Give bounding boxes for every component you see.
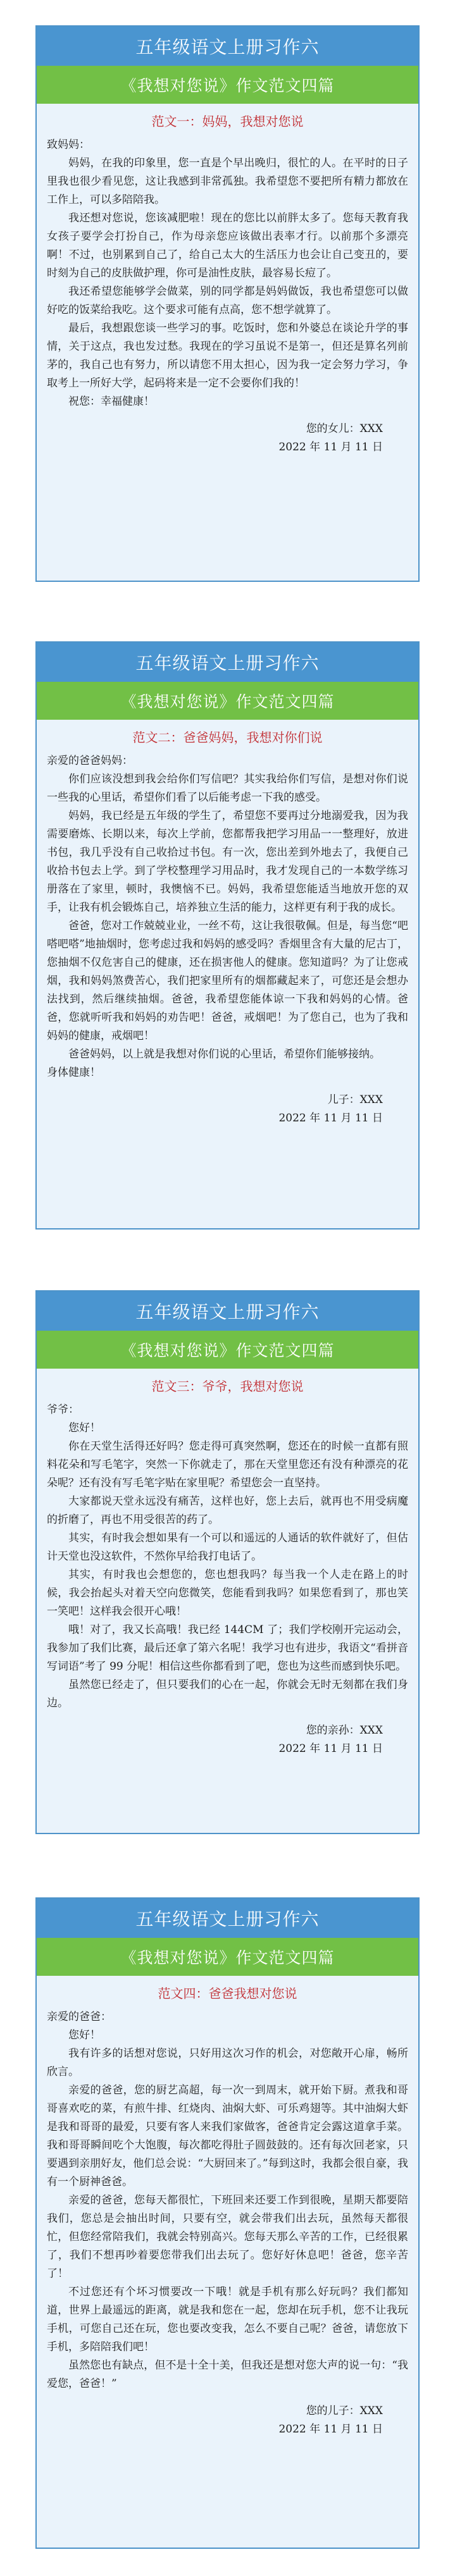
essay-heading: 范文一：妈妈，我想对您说 xyxy=(151,114,304,129)
signature: 您的儿子：XXX xyxy=(306,2405,383,2417)
paragraph: 虽然您也有缺点，但不是十全十美，但我还是想对您大声的说一句：“我爱您，爸爸！” xyxy=(47,2359,408,2390)
salutation: 亲爱的爸爸妈妈： xyxy=(47,755,133,767)
card-body xyxy=(37,720,418,1135)
card-body xyxy=(37,1976,418,2446)
signature: 您的女儿：XXX xyxy=(306,422,383,435)
card-title: 五年级语文上册习作六 xyxy=(37,27,418,66)
paragraph: 其实，有时我会想如果有一个可以和遥远的人通话的软件就好了，但估计天堂也没这软件，不然你早给我打电话了。 xyxy=(47,1532,408,1563)
card-title: 五年级语文上册习作六 xyxy=(37,643,418,682)
paragraph: 虽然您已经走了，但只要我们的心在一起，你就会无时无刻都在我们身边。 xyxy=(47,1679,408,1710)
essay-heading: 范文三：爷爷，我想对您说 xyxy=(151,1379,304,1394)
date: 2022 年 11 月 11 日 xyxy=(278,2423,383,2436)
signature: 您的亲孙：XXX xyxy=(306,1724,383,1737)
salutation: 爷爷： xyxy=(47,1403,79,1416)
paragraph: 妈妈，在我的印象里，您一直是个早出晚归，很忙的人。在平时的日子里我也很少看见您，这让我感到非常孤独。我希望您不要把所有精力都放在工作上，可以多陪陪我。 xyxy=(47,157,408,206)
card-subtitle: 《我想对您说》作文范文四篇 xyxy=(37,66,418,104)
card-title: 五年级语文上册习作六 xyxy=(37,1899,418,1938)
paragraph: 不过您还有个坏习惯要改一下哦！就是手机有那么好玩吗？我们都知道，世界上最遥远的距离，就是我和您在一起，您却在玩手机，您不让我玩手机，可您自己还在玩，您也要改变我，怎么不要自己呢？爸爸，请您放下手机，多陪陪我们吧！ xyxy=(47,2286,408,2353)
paragraph: 您好！ xyxy=(68,1422,101,1434)
paragraph: 哦！对了，我又长高哦！我已经 144CM 了；我们学校刚开完运动会，我参加了我们比赛，最后还拿了第六名呢！我学习也有进步，我语文“看拼音写词语”考了 99 分呢！相信这些你都看到了吧，您也为这些而感到快乐吧。 xyxy=(47,1624,408,1673)
paragraph: 最后，我想跟您谈一些学习的事。吃饭时，您和外婆总在谈论升学的事情，关于这点，我也发过愁。我现在的学习虽说不是第一，但还是算名列前茅的，我自己也有努力，所以请您不用太担心，因为我一定会努力学习，争取考上一所好大学，起码将来是一定不会要你们我的！ xyxy=(47,322,408,390)
card-subtitle: 《我想对您说》作文范文四篇 xyxy=(37,1331,418,1369)
card-subtitle: 《我想对您说》作文范文四篇 xyxy=(37,1938,418,1976)
paragraph: 爸爸，您对工作兢兢业业，一丝不苟，这让我很敬佩。但是，每当您“吧嗒吧嗒”地抽烟时，您考虑过我和妈妈的感受吗？香烟里含有大量的尼古丁，您抽烟不仅危害自己的健康，还在损害他人的健康。您知道吗？为了让您戒烟，我和妈妈煞费苦心，我们把家里所有的烟都藏起来了，可您还是会想办法找到，然后继续抽烟。爸爸，我希望您能体谅一下我和妈妈的心情。爸爸，您就听听我和妈妈的劝告吧！爸爸，戒烟吧！为了您自己，也为了我和妈妈的健康，戒烟吧！ xyxy=(47,920,408,1042)
paragraph: 妈妈，我已经是五年级的学生了，希望您不要再过分地溺爱我，因为我需要磨炼、长期以来，每次上学前，您都帮我把学习用品一一整理好，放进书包，我几乎没有自己收拾过书包。有一次，您出差到外地去了，我便自己收拾书包去上学。到了学校整理学习用品时，我才发现自己的一本数学练习册落在了家里，顿时，我懊恼不已。妈妈，我希望您能适当地放开您的双手，让我有机会锻炼自己，培养独立生活的能力，这样更有利于我的成长。 xyxy=(47,810,408,914)
paragraph: 我有许多的话想对您说，只好用这次习作的机会，对您敞开心扉，畅所欣言。 xyxy=(47,2047,408,2078)
card-title: 五年级语文上册习作六 xyxy=(37,1291,418,1331)
essay-heading: 范文二：爸爸妈妈，我想对你们说 xyxy=(132,730,323,745)
essay-card-1 xyxy=(35,25,420,582)
card-subtitle: 《我想对您说》作文范文四篇 xyxy=(37,682,418,720)
paragraph: 你们应该没想到我会给你们写信吧？其实我给你们写信，是想对你们说一些我的心里话，希望你们看了以后能考虑一下我的感受。 xyxy=(47,773,408,804)
paragraph: 我还想对您说，您该减肥啦！现在的您比以前胖太多了。您每天教育我女孩子要学会打扮自己，作为母亲您应该做出表率才行。以前那个多漂亮啊！不过，也别累到自己了，给自己太大的生活压力也会让自己变丑的，要时刻为自己的皮肤做护理，你可是油性皮肤，最容易长痘了。 xyxy=(47,212,408,280)
paragraph: 其实，有时我也会想您的，您也想我吗？每当我一个人走在路上的时候，我会抬起头对着天空向您微笑，您能看到我吗？如果您看到了，那也笑一笑吧！这样我会很开心哦！ xyxy=(47,1568,408,1618)
paragraph: 大家都说天堂永远没有痛苦，这样也好，您上去后，就再也不用受病魔的折磨了，再也不用受很苦的药了。 xyxy=(47,1495,408,1526)
paragraph: 您好！ xyxy=(68,2029,101,2042)
card-body xyxy=(37,104,418,464)
essay-heading: 范文四：爸爸我想对您说 xyxy=(158,1986,297,2001)
salutation: 亲爱的爸爸： xyxy=(47,2011,111,2023)
signature: 儿子：XXX xyxy=(327,1094,383,1106)
paragraph: 你在天堂生活得还好吗？您走得可真突然啊，您还在的时候一直都有照料花朵和写毛笔字，突然一下你就走了，那在天堂里您还有没有种漂亮的花朵呢？还有没有写毛笔字贴在家里呢？希望您会一直坚持。 xyxy=(47,1440,408,1489)
paragraph: 爸爸妈妈，以上就是我想对你们说的心里话，希望你们能够接纳。 xyxy=(68,1048,380,1061)
essay-card-3 xyxy=(35,1290,420,1834)
closing: 身体健康！ xyxy=(47,1066,101,1079)
essay-card-2 xyxy=(35,641,420,1229)
paragraph: 我还希望您能够学会做菜，别的同学都是妈妈做饭，我也希望您可以做好吃的饭菜给我吃。这个要求可能有点高，您不想学就算了。 xyxy=(47,285,408,316)
paragraph: 亲爱的爸爸，您每天都很忙，下班回来还要工作到很晚，星期天都要陪我们，您总是会抽出时间，只要有空，就会带我们出去玩，虽然每天都很忙，但您经常陪我们，我就会特别高兴。您每天那么辛苦的工作，已经很累了，我们不想再吵着要您带我们出去玩了。您好好休息吧！爸爸，您辛苦了！ xyxy=(47,2194,408,2280)
essay-card-4 xyxy=(35,1897,420,2549)
date: 2022 年 11 月 11 日 xyxy=(278,1112,383,1125)
salutation: 致妈妈： xyxy=(47,139,90,151)
paragraph: 亲爱的爸爸，您的厨艺高超，每一次一到周末，就开始下厨。煮我和哥哥喜欢吃的菜，有煎牛排、红烧肉、油焖大虾、可乐鸡翅等。其中油焖大虾是我和哥哥的最爱，只要有客人来我们家做客，爸爸肯定会露这道拿手菜。我和哥哥瞬间吃个大饱腹，每次都吃得肚子圆鼓鼓的。还有每次回老家，只要遇到亲朋好友，他们总会说：“大厨回来了。”每到这时，我都会很自豪，我有一个厨神爸爸。 xyxy=(47,2084,408,2188)
card-body xyxy=(37,1369,418,1766)
closing: 祝您：幸福健康！ xyxy=(68,395,154,408)
date: 2022 年 11 月 11 日 xyxy=(278,441,383,453)
date: 2022 年 11 月 11 日 xyxy=(278,1742,383,1755)
